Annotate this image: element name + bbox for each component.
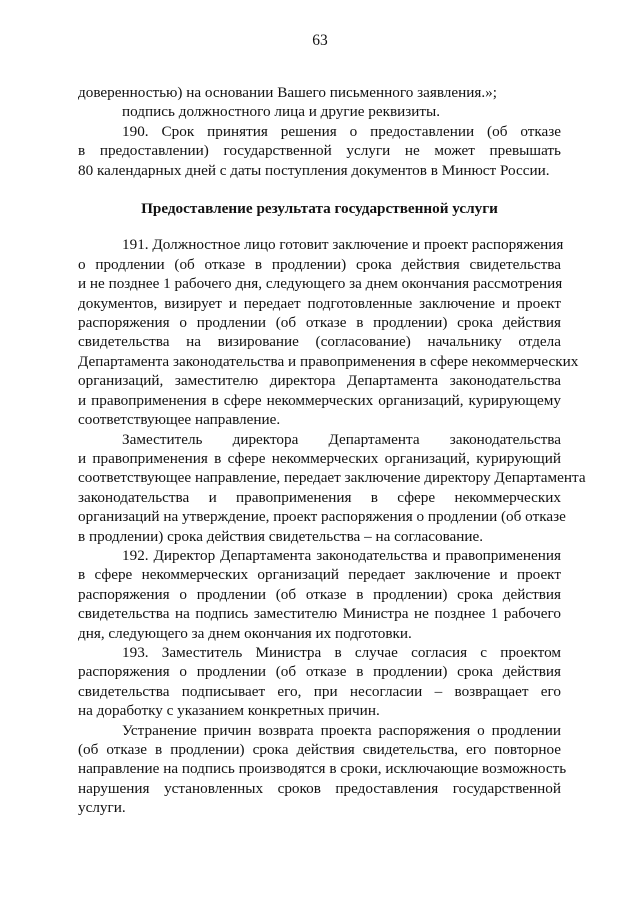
text-line: свидетельства на визирование (согласование) начальнику отдела — [78, 333, 561, 351]
text-line: и не позднее 1 рабочего дня, следующего за днем окончания рассмотрения — [78, 275, 563, 293]
paragraph — [78, 102, 561, 121]
text-line: и правоприменения в сфере некоммерческих организаций, курирующий — [78, 449, 561, 467]
text-line: свидетельства на подпись заместителю Министра не позднее 1 рабочего — [78, 605, 561, 623]
text-line: и правоприменения в сфере некоммерческих организаций, курирующему — [78, 391, 561, 409]
paragraph — [78, 430, 586, 546]
page-number: 63 — [312, 32, 328, 49]
text-line: 190. Срок принятия решения о предоставлении (об отказе — [122, 122, 561, 140]
text-line: Устранение причин возврата проекта распоряжения о продлении — [122, 721, 561, 739]
text-line: о продлении (об отказе в продлении) срока действия свидетельства — [78, 255, 561, 273]
text-line: в продлении) срока действия свидетельства – на согласование. — [78, 527, 484, 545]
text-line: организаций на утверждение, проект распоряжения о продлении (об отказе — [78, 508, 566, 526]
text-line: услуги. — [78, 799, 126, 817]
paragraph — [78, 235, 579, 429]
text-line: (об отказе в продлении) срока действия свидетельства, его повторное — [78, 741, 561, 758]
text-line: соответствующее направление. — [78, 411, 281, 429]
text-line: 192. Директор Департамента законодательства и правоприменения — [122, 546, 561, 564]
text-line: в предоставлении) государственной услуги не может превышать — [78, 142, 561, 160]
text-line: свидетельства подписывает его, при несогласии – возвращает его — [78, 682, 561, 700]
section-heading: Предоставление результата государственной услуги — [141, 200, 498, 218]
text-line: дня, следующего за днем окончания их подготовки. — [78, 624, 412, 642]
text-line: 80 календарных дней с даты поступления документов в Минюст России. — [78, 161, 550, 179]
text-line: Департамента законодательства и правоприменения в сфере некоммерческих — [78, 352, 579, 370]
text-line: организаций, заместителю директора Департамента законодательства — [78, 372, 561, 390]
document-body — [78, 83, 586, 818]
paragraph — [78, 122, 561, 180]
text-line: 193. Заместитель Министра в случае согласия с проектом — [122, 643, 561, 661]
text-line: подпись должностного лица и другие реквизиты. — [122, 103, 441, 121]
text-line: документов, визирует и передает подготовленные заключение и проект — [78, 294, 561, 312]
text-line: нарушения установленных сроков предоставления государственной — [78, 779, 561, 797]
text-line: соответствующее направление, передает заключение директору Департамента — [78, 469, 586, 487]
paragraph — [78, 643, 561, 721]
text-line: 191. Должностное лицо готовит заключение и проект распоряжения — [122, 236, 564, 254]
text-line: направление на подпись производятся в сроки, исключающие возможность — [78, 760, 567, 778]
text-line: распоряжения о продлении (об отказе в продлении) срока действия — [78, 314, 561, 332]
text-line: на доработку с указанием конкретных причин. — [78, 702, 380, 720]
text-line: законодательства и правоприменения в сфере некоммерческих — [78, 488, 561, 506]
text-line: в сфере некоммерческих организаций передает заключение и проект — [78, 566, 561, 584]
paragraph — [78, 546, 561, 643]
text-line: распоряжения о продлении (об отказе в продлении) срока действия — [78, 585, 561, 603]
paragraph — [78, 721, 567, 818]
paragraph — [78, 83, 561, 102]
text-line: Заместитель директора Департамента законодательства — [122, 430, 561, 448]
text-line: доверенностью) на основании Вашего письменного заявления.»; — [78, 84, 497, 101]
text-line: распоряжения о продлении (об отказе в продлении) срока действия — [78, 663, 561, 681]
